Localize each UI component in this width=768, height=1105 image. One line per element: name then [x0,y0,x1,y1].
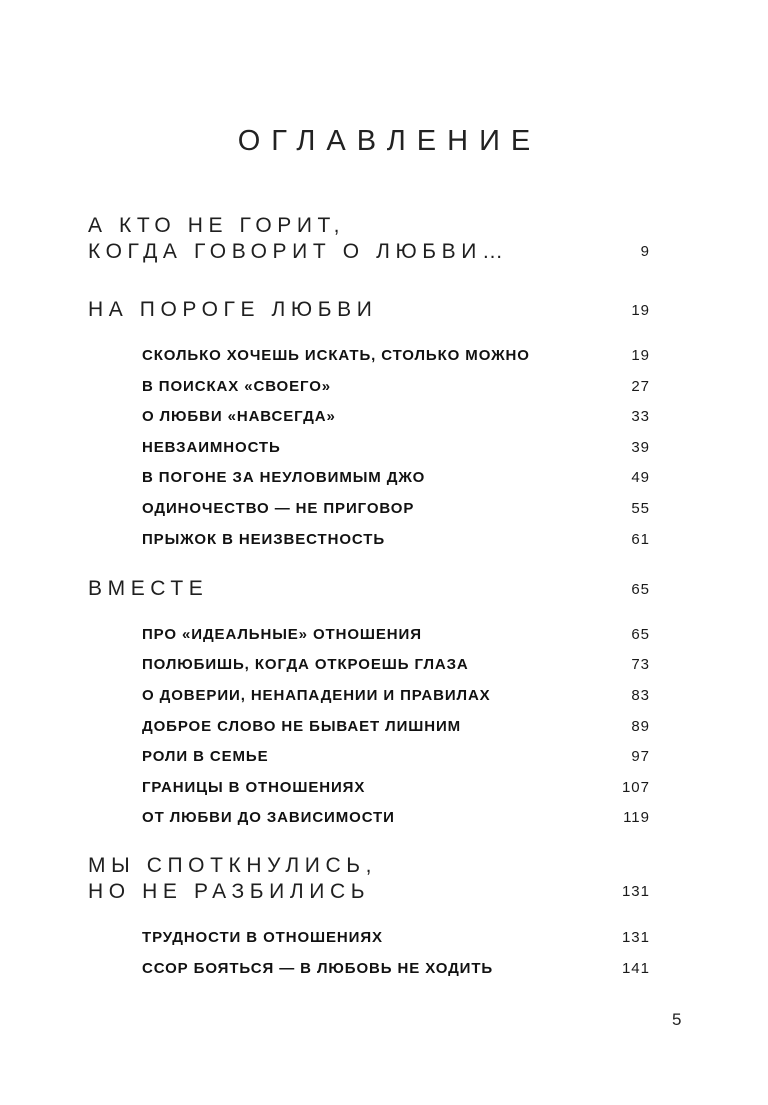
toc-title: ОГЛАВЛЕНИЕ [237,125,542,157]
part-2-page-number: 65 [631,581,650,598]
chapter-title: ОДИНОЧЕСТВО — НЕ ПРИГОВОР [142,500,415,517]
chapter-page-number: 33 [631,408,650,425]
chapter-title: О ЛЮБВИ «НАВСЕГДА» [142,408,336,425]
part-1-title-text: НА ПОРОГЕ ЛЮБВИ [88,298,378,321]
part-3-title [88,853,650,905]
chapter-page-number: 119 [623,809,650,826]
chapter-page-number: 141 [621,960,650,977]
part-2-title-text: ВМЕСТЕ [88,577,209,600]
chapter-page-number: 61 [631,531,650,548]
chapter-title: ПРО «ИДЕАЛЬНЫЕ» ОТНОШЕНИЯ [142,626,422,643]
chapter-title: ПОЛЮБИШЬ, КОГДА ОТКРОЕШЬ ГЛАЗА [142,656,469,673]
part-3-title-line1: МЫ СПОТКНУЛИСЬ, [88,854,378,877]
chapter-title: В ПОИСКАХ «СВОЕГО» [142,378,332,395]
chapter-page-number: 39 [631,439,650,456]
chapter-title: О ДОВЕРИИ, НЕНАПАДЕНИИ И ПРАВИЛАХ [142,687,491,704]
chapter-page-number: 27 [631,378,650,395]
chapter-title: ГРАНИЦЫ В ОТНОШЕНИЯХ [142,779,366,796]
chapter-page-number: 131 [621,929,650,946]
intro-page-number: 9 [640,243,650,260]
chapter-page-number: 73 [631,656,650,673]
intro-title-line2: КОГДА ГОВОРИТ О ЛЮБВИ… [88,240,509,263]
chapter-page-number: 49 [631,469,650,486]
part-3-page-number: 131 [621,883,650,900]
chapter-title: ПРЫЖОК В НЕИЗВЕСТНОСТЬ [142,531,385,548]
page-number: 5 [672,1010,682,1029]
part-1-page-number: 19 [631,302,650,319]
chapter-page-number: 89 [631,718,650,735]
chapter-page-number: 83 [631,687,650,704]
chapter-title: ССОР БОЯТЬСЯ — В ЛЮБОВЬ НЕ ХОДИТЬ [142,960,494,977]
chapter-page-number: 97 [631,748,650,765]
chapter-title: СКОЛЬКО ХОЧЕШЬ ИСКАТЬ, СТОЛЬКО МОЖНО [142,347,530,364]
chapter-title: ДОБРОЕ СЛОВО НЕ БЫВАЕТ ЛИШНИМ [142,718,462,735]
chapter-title: РОЛИ В СЕМЬЕ [142,748,269,765]
chapter-title: В ПОГОНЕ ЗА НЕУЛОВИМЫМ ДЖО [142,469,426,486]
chapter-title: ТРУДНОСТИ В ОТНОШЕНИЯХ [142,929,383,946]
chapter-page-number: 65 [631,626,650,643]
part-3-title-line2: НО НЕ РАЗБИЛИСЬ [88,880,371,903]
chapter-page-number: 19 [631,347,650,364]
chapter-title: ОТ ЛЮБВИ ДО ЗАВИСИМОСТИ [142,809,395,826]
part-2-title [88,576,650,602]
chapter-page-number: 107 [621,779,650,796]
intro-title [88,213,650,265]
intro-title-line1: А КТО НЕ ГОРИТ, [88,214,346,237]
chapter-page-number: 55 [631,500,650,517]
part-1-title [88,297,650,323]
chapter-title: НЕВЗАИМНОСТЬ [142,439,281,456]
